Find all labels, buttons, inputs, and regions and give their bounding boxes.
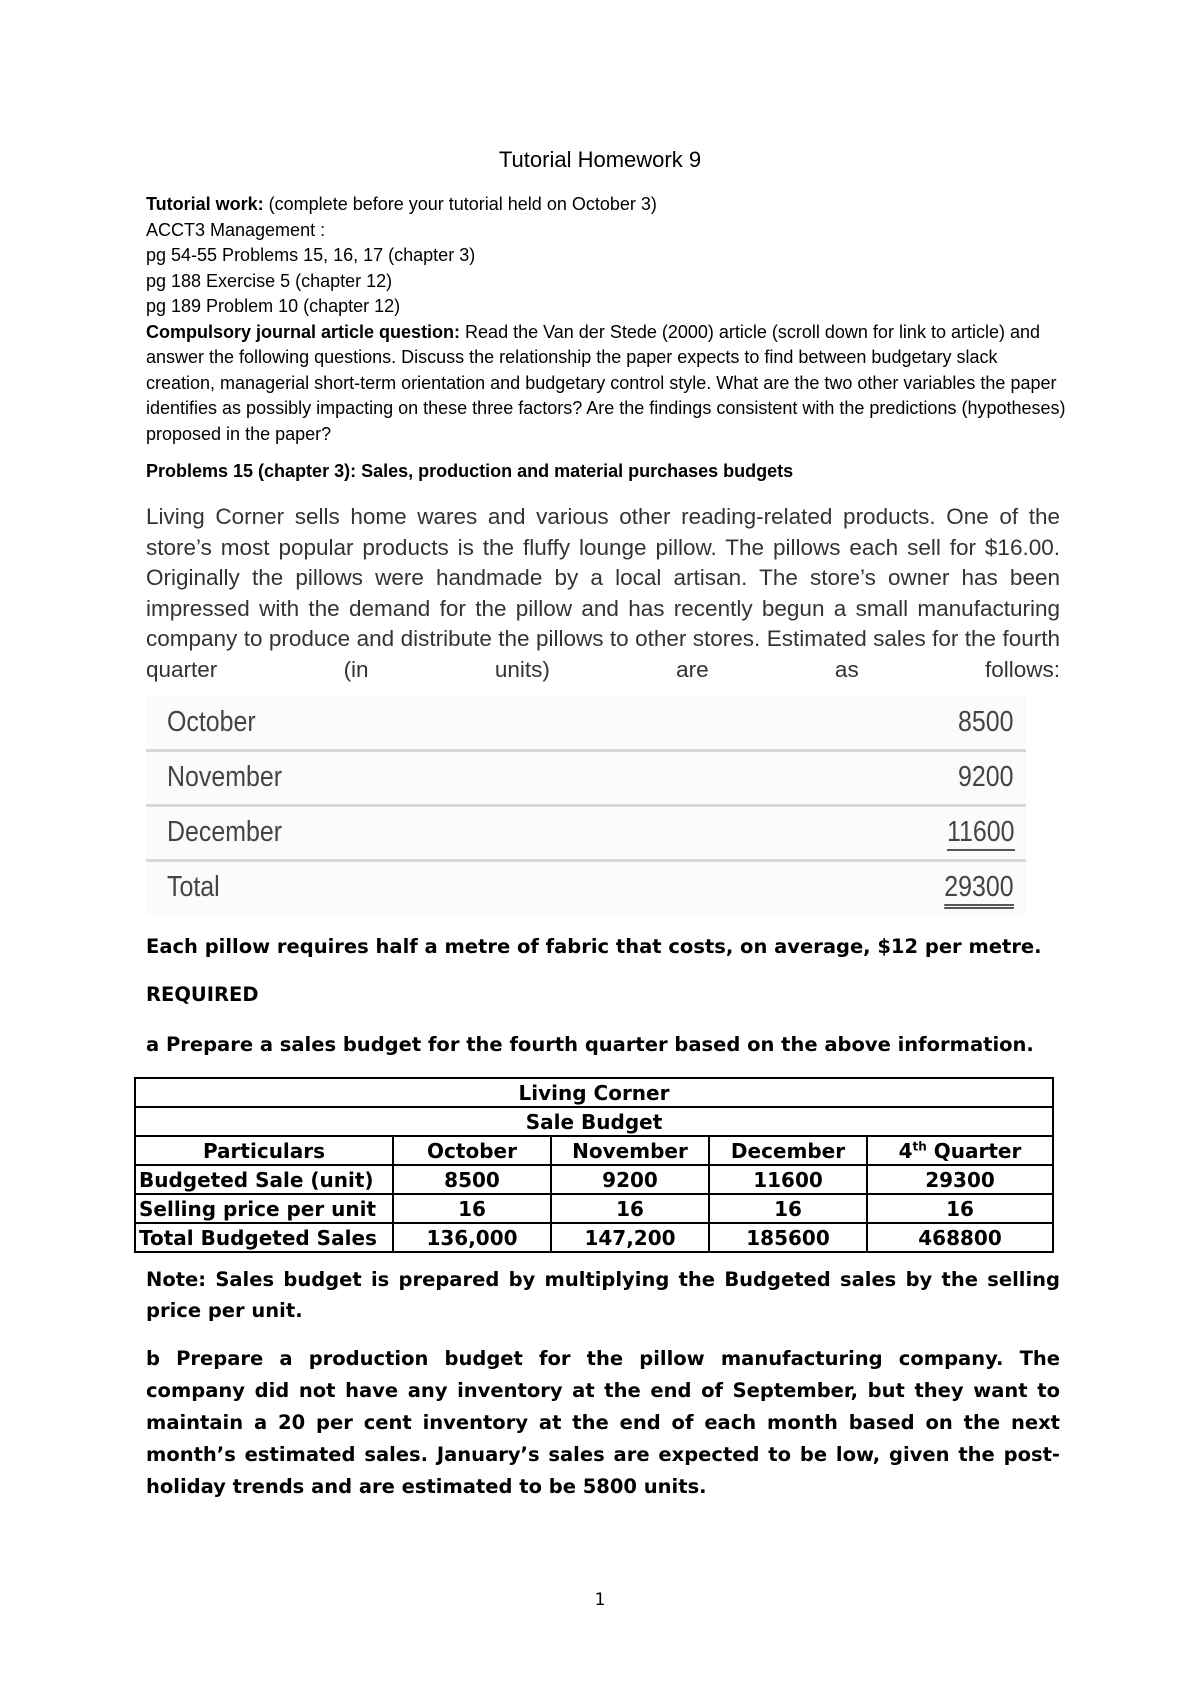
unit-sales-month: October: [167, 706, 256, 738]
table-cell: 185600: [709, 1223, 867, 1252]
intro-line: pg 54-55 Problems 15, 16, 17 (chapter 3): [146, 245, 476, 265]
sale-budget-company: Living Corner: [135, 1078, 1053, 1107]
table-cell: 8500: [393, 1165, 551, 1194]
unit-sales-value: 8500: [958, 706, 1014, 738]
table-cell: 9200: [551, 1165, 709, 1194]
table-cell: Total Budgeted Sales: [135, 1223, 393, 1252]
table-cell: 29300: [867, 1165, 1053, 1194]
unit-sales-row: [146, 697, 1026, 752]
table-cell: 16: [867, 1194, 1053, 1223]
table-cell: Budgeted Sale (unit): [135, 1165, 393, 1194]
sale-budget-table: [134, 1077, 1054, 1253]
journal-question-label: Compulsory journal article question:: [146, 321, 461, 342]
quarter-label: Quarter: [926, 1138, 1022, 1163]
unit-sales-total: 29300: [945, 871, 1014, 909]
table-cell: 136,000: [393, 1223, 551, 1252]
note-paragraph: [146, 1264, 1060, 1326]
column-header: Particulars: [135, 1136, 393, 1165]
table-cell: 16: [551, 1194, 709, 1223]
table-row: [135, 1165, 1053, 1194]
journal-question: [146, 320, 1066, 448]
table-cell: Selling price per unit: [135, 1194, 393, 1223]
unit-sales-value: 11600: [946, 816, 1014, 851]
problem-heading: Problems 15 (chapter 3): Sales, production and material purchases budgets: [146, 461, 794, 481]
document-title: Tutorial Homework 9: [498, 147, 702, 172]
column-header: October: [393, 1136, 551, 1165]
required-label: REQUIRED: [146, 983, 259, 1006]
table-cell: 16: [393, 1194, 551, 1223]
unit-sales-month: November: [167, 761, 283, 793]
intro-line: pg 189 Problem 10 (chapter 12): [146, 296, 401, 316]
intro-line: pg 188 Exercise 5 (chapter 12): [146, 270, 393, 291]
unit-sales-month: December: [167, 816, 283, 848]
fabric-line: Each pillow requires half a metre of fabric that costs, on average, $12 per metre.: [146, 935, 1042, 958]
unit-sales-row: [146, 752, 1026, 807]
quarter-suffix: th: [912, 1138, 927, 1153]
table-cell: 16: [709, 1194, 867, 1223]
note-label: Note:: [146, 1268, 207, 1291]
quarter-number: 4: [898, 1138, 913, 1163]
tutorial-work-text: (complete before your tutorial held on October 3): [263, 194, 657, 214]
problem-text: Living Corner sells home wares and various other reading-related products. One of the store’s most popular products is the fluffy lounge pillow. The pillows each sell for $16.00. Originally the pillows were handmade by a local artisan. The store’s owner has been impressed with the demand for the pillow and has recently begun a small manufacturing company to produce and distribute the pillows to other stores. Estimated sales for the fourth quarter (in units) are as follows:: [146, 504, 1060, 682]
table-header-row: [135, 1136, 1053, 1165]
unit-sales-month: Total: [167, 871, 220, 903]
tutorial-work-label: Tutorial work:: [146, 194, 264, 214]
table-cell: 147,200: [551, 1223, 709, 1252]
tutorial-work-line: [146, 192, 1066, 218]
table-row: [135, 1078, 1053, 1107]
tutorial-intro: [146, 192, 1066, 447]
part-b-question: b Prepare a production budget for the pillow manufacturing company. The company did not have any inventory at the end of September, but they want to maintain a 20 per cent inventory at the end of each month based on the next month’s estimated sales. January’s sales are expected to be low, given the post-holiday trends and are estimated to be 5800 units.: [146, 1347, 1060, 1498]
unit-sales-row: [146, 862, 1026, 914]
unit-sales-table: [146, 697, 1026, 914]
journal-question-text: Read the Van der Stede (2000) article (scroll down for link to article) and answer the following questions. Discuss the relationship the paper expects to find between budgetary slack creation, managerial short-term orientation and budgetary control style. What are the two other variables the paper identifies as possibly impacting on these three factors? Are the findings consistent with the predictions (hypotheses) proposed in the paper?: [146, 321, 1066, 444]
sale-budget-title: Sale Budget: [135, 1107, 1053, 1136]
column-header: November: [551, 1136, 709, 1165]
page-number: 1: [594, 1590, 606, 1610]
unit-sales-row: [146, 807, 1026, 862]
column-header: [867, 1136, 1053, 1165]
note-text: Sales budget is prepared by multiplying the Budgeted sales by the selling price per unit.: [146, 1268, 1060, 1322]
part-a-question: a Prepare a sales budget for the fourth quarter based on the above information.: [146, 1033, 1034, 1056]
unit-sales-value: 9200: [958, 761, 1014, 793]
table-row: [135, 1223, 1053, 1252]
table-cell: 468800: [867, 1223, 1053, 1252]
intro-line: ACCT3 Management :: [146, 219, 326, 240]
table-row: [135, 1107, 1053, 1136]
column-header: December: [709, 1136, 867, 1165]
table-row: [135, 1194, 1053, 1223]
table-cell: 11600: [709, 1165, 867, 1194]
